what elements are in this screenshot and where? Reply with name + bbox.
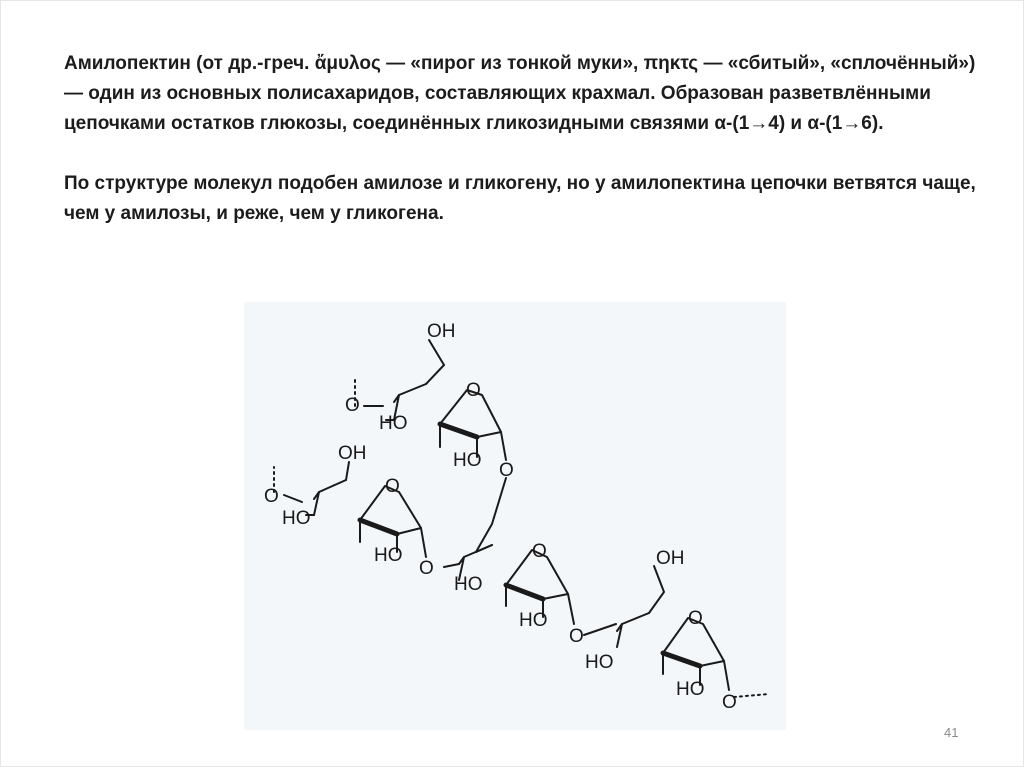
label-o-ring-d: O bbox=[688, 608, 703, 629]
label-o-ring-a: O bbox=[466, 380, 481, 401]
label-ho-ring-d-2: HO bbox=[676, 679, 705, 700]
page-number: 41 bbox=[944, 725, 959, 740]
label-ho-ring-a: HO bbox=[379, 413, 408, 434]
label-o-glycosidic-14-b: O bbox=[569, 626, 584, 647]
structural-formula bbox=[244, 302, 786, 730]
text-block bbox=[64, 49, 984, 229]
label-o-terminal-a: O bbox=[345, 395, 360, 416]
label-ho-ring-b: HO bbox=[282, 508, 311, 529]
label-o-glycosidic-16: O bbox=[499, 460, 514, 481]
paragraph-comparison: По структуре молекул подобен амилозе и гликогену, но у амилопектина цепочки ветвятся чаще, чем у амилозы, и реже, чем у гликогена. bbox=[64, 173, 976, 224]
label-o-terminal-b: O bbox=[264, 486, 279, 507]
paragraph-definition: Амилопектин (от др.-греч. ἄμυλος — «пирог из тонкой муки», πηκτς — «сбитый», «сплочённый») — один из основных полисахаридов, составляющих крахмал. Образован разветвлёнными цепочками остатков глюкозы, соединённых гликозидными связями α-(1→4) и α-(1→6). bbox=[64, 53, 976, 134]
label-ho-ring-c-2: HO bbox=[519, 610, 548, 631]
label-ho-ring-d: HO bbox=[585, 652, 614, 673]
label-o-ring-c: O bbox=[532, 541, 547, 562]
label-oh-ring-d: OH bbox=[656, 548, 685, 569]
label-o-ring-b: O bbox=[385, 476, 400, 497]
label-ho-ring-b-2: HO bbox=[374, 545, 403, 566]
label-oh-ring-a: OH bbox=[427, 321, 456, 342]
label-o-glycosidic-14-a: O bbox=[419, 558, 434, 579]
label-ho-ring-a-2: HO bbox=[453, 450, 482, 471]
amylopectin-structure-figure bbox=[244, 302, 786, 730]
label-ho-ring-c: HO bbox=[454, 574, 483, 595]
label-oh-ring-b: OH bbox=[338, 443, 367, 464]
label-o-terminal-d: O bbox=[722, 692, 737, 713]
